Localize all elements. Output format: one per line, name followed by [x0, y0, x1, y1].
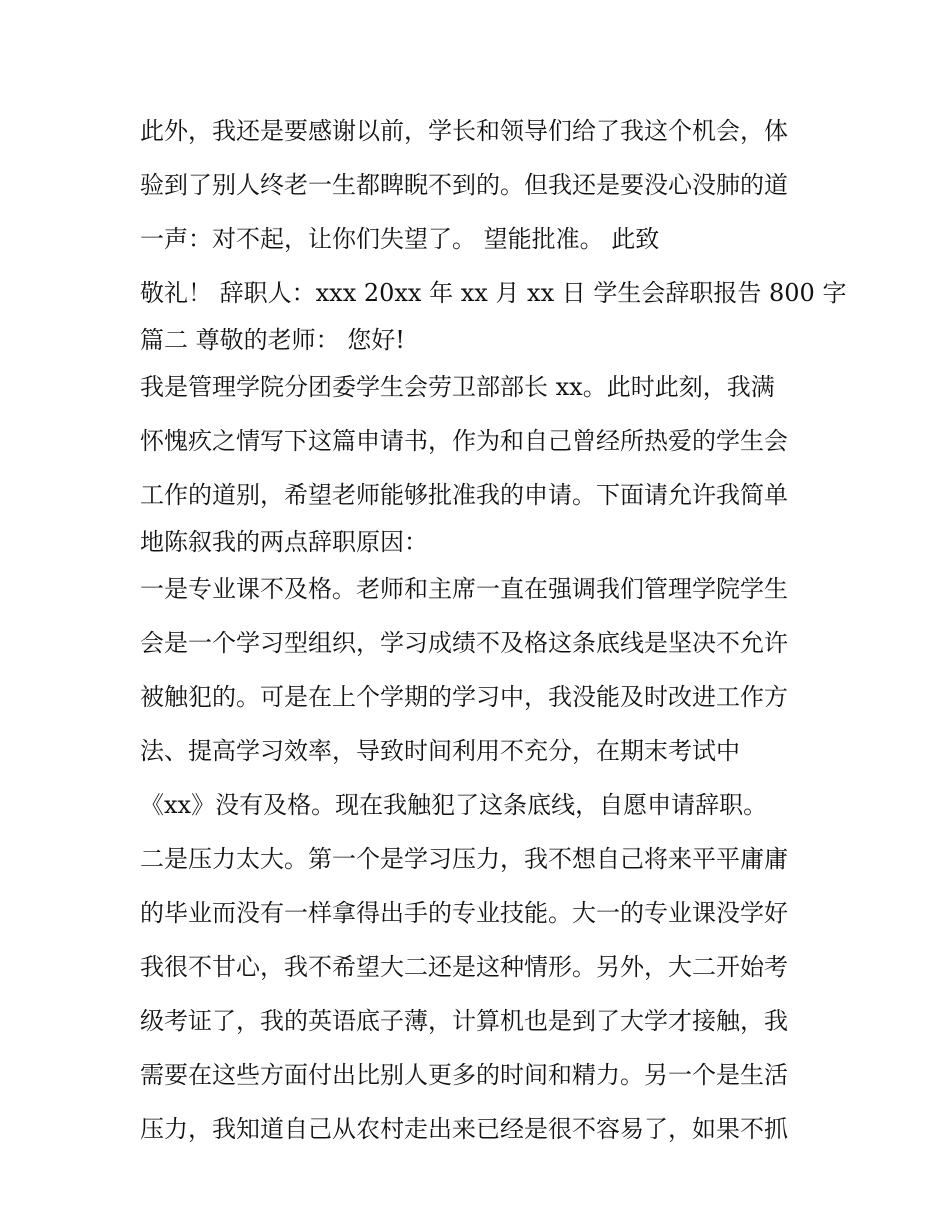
document-body — [140, 104, 847, 1156]
text-line: 我很不甘心，我不希望大二还是这种情形。另外，大二开始考 — [140, 953, 788, 981]
text-line: 一是专业课不及格。老师和主席一直在强调我们管理学院学生 — [140, 575, 788, 603]
text-line: 怀愧疚之情写下这篇申请书，作为和自己曾经所热爱的学生会 — [140, 427, 788, 455]
text-line: 压力，我知道自己从农村走出来已经是很不容易了，如果不抓 — [140, 1115, 788, 1143]
text-line: 验到了别人终老一生都睥睨不到的。但我还是要没心没肺的道 — [140, 171, 788, 199]
text-line: 篇二 尊敬的老师： 您好! — [140, 326, 405, 354]
text-line: 的毕业而没有一样拿得出手的专业技能。大一的专业课没学好 — [140, 899, 788, 927]
text-line: 《xx》没有及格。现在我触犯了这条底线，自愿申请辞职。 — [140, 791, 768, 819]
text-line: 被触犯的。可是在上个学期的学习中，我没能及时改进工作方 — [140, 683, 788, 711]
text-line: 法、提高学习效率，导致时间利用不充分，在期末考试中 — [140, 737, 740, 765]
text-line: 工作的道别，希望老师能够批准我的申请。下面请允许我简单 — [140, 481, 788, 509]
text-line: 我是管理学院分团委学生会劳卫部部长 xx。此时此刻，我满 — [140, 373, 775, 401]
text-line: 需要在这些方面付出比别人更多的时间和精力。另一个是生活 — [140, 1061, 788, 1089]
text-line: 敬礼！ 辞职人：xxx 20xx 年 xx 月 xx 日 学生会辞职报告 800 字 — [140, 279, 847, 307]
text-line: 级考证了，我的英语底子薄，计算机也是到了大学才接触，我 — [140, 1007, 788, 1035]
text-line: 一声：对不起，让你们失望了。 望能批准。 此致 — [140, 225, 660, 253]
text-line: 二是压力太大。第一个是学习压力，我不想自己将来平平庸庸 — [140, 845, 788, 873]
text-line: 地陈叙我的两点辞职原因： — [140, 528, 428, 556]
text-line: 会是一个学习型组织，学习成绩不及格这条底线是坚决不允许 — [140, 629, 788, 657]
text-line: 此外，我还是要感谢以前，学长和领导们给了我这个机会，体 — [140, 117, 788, 145]
